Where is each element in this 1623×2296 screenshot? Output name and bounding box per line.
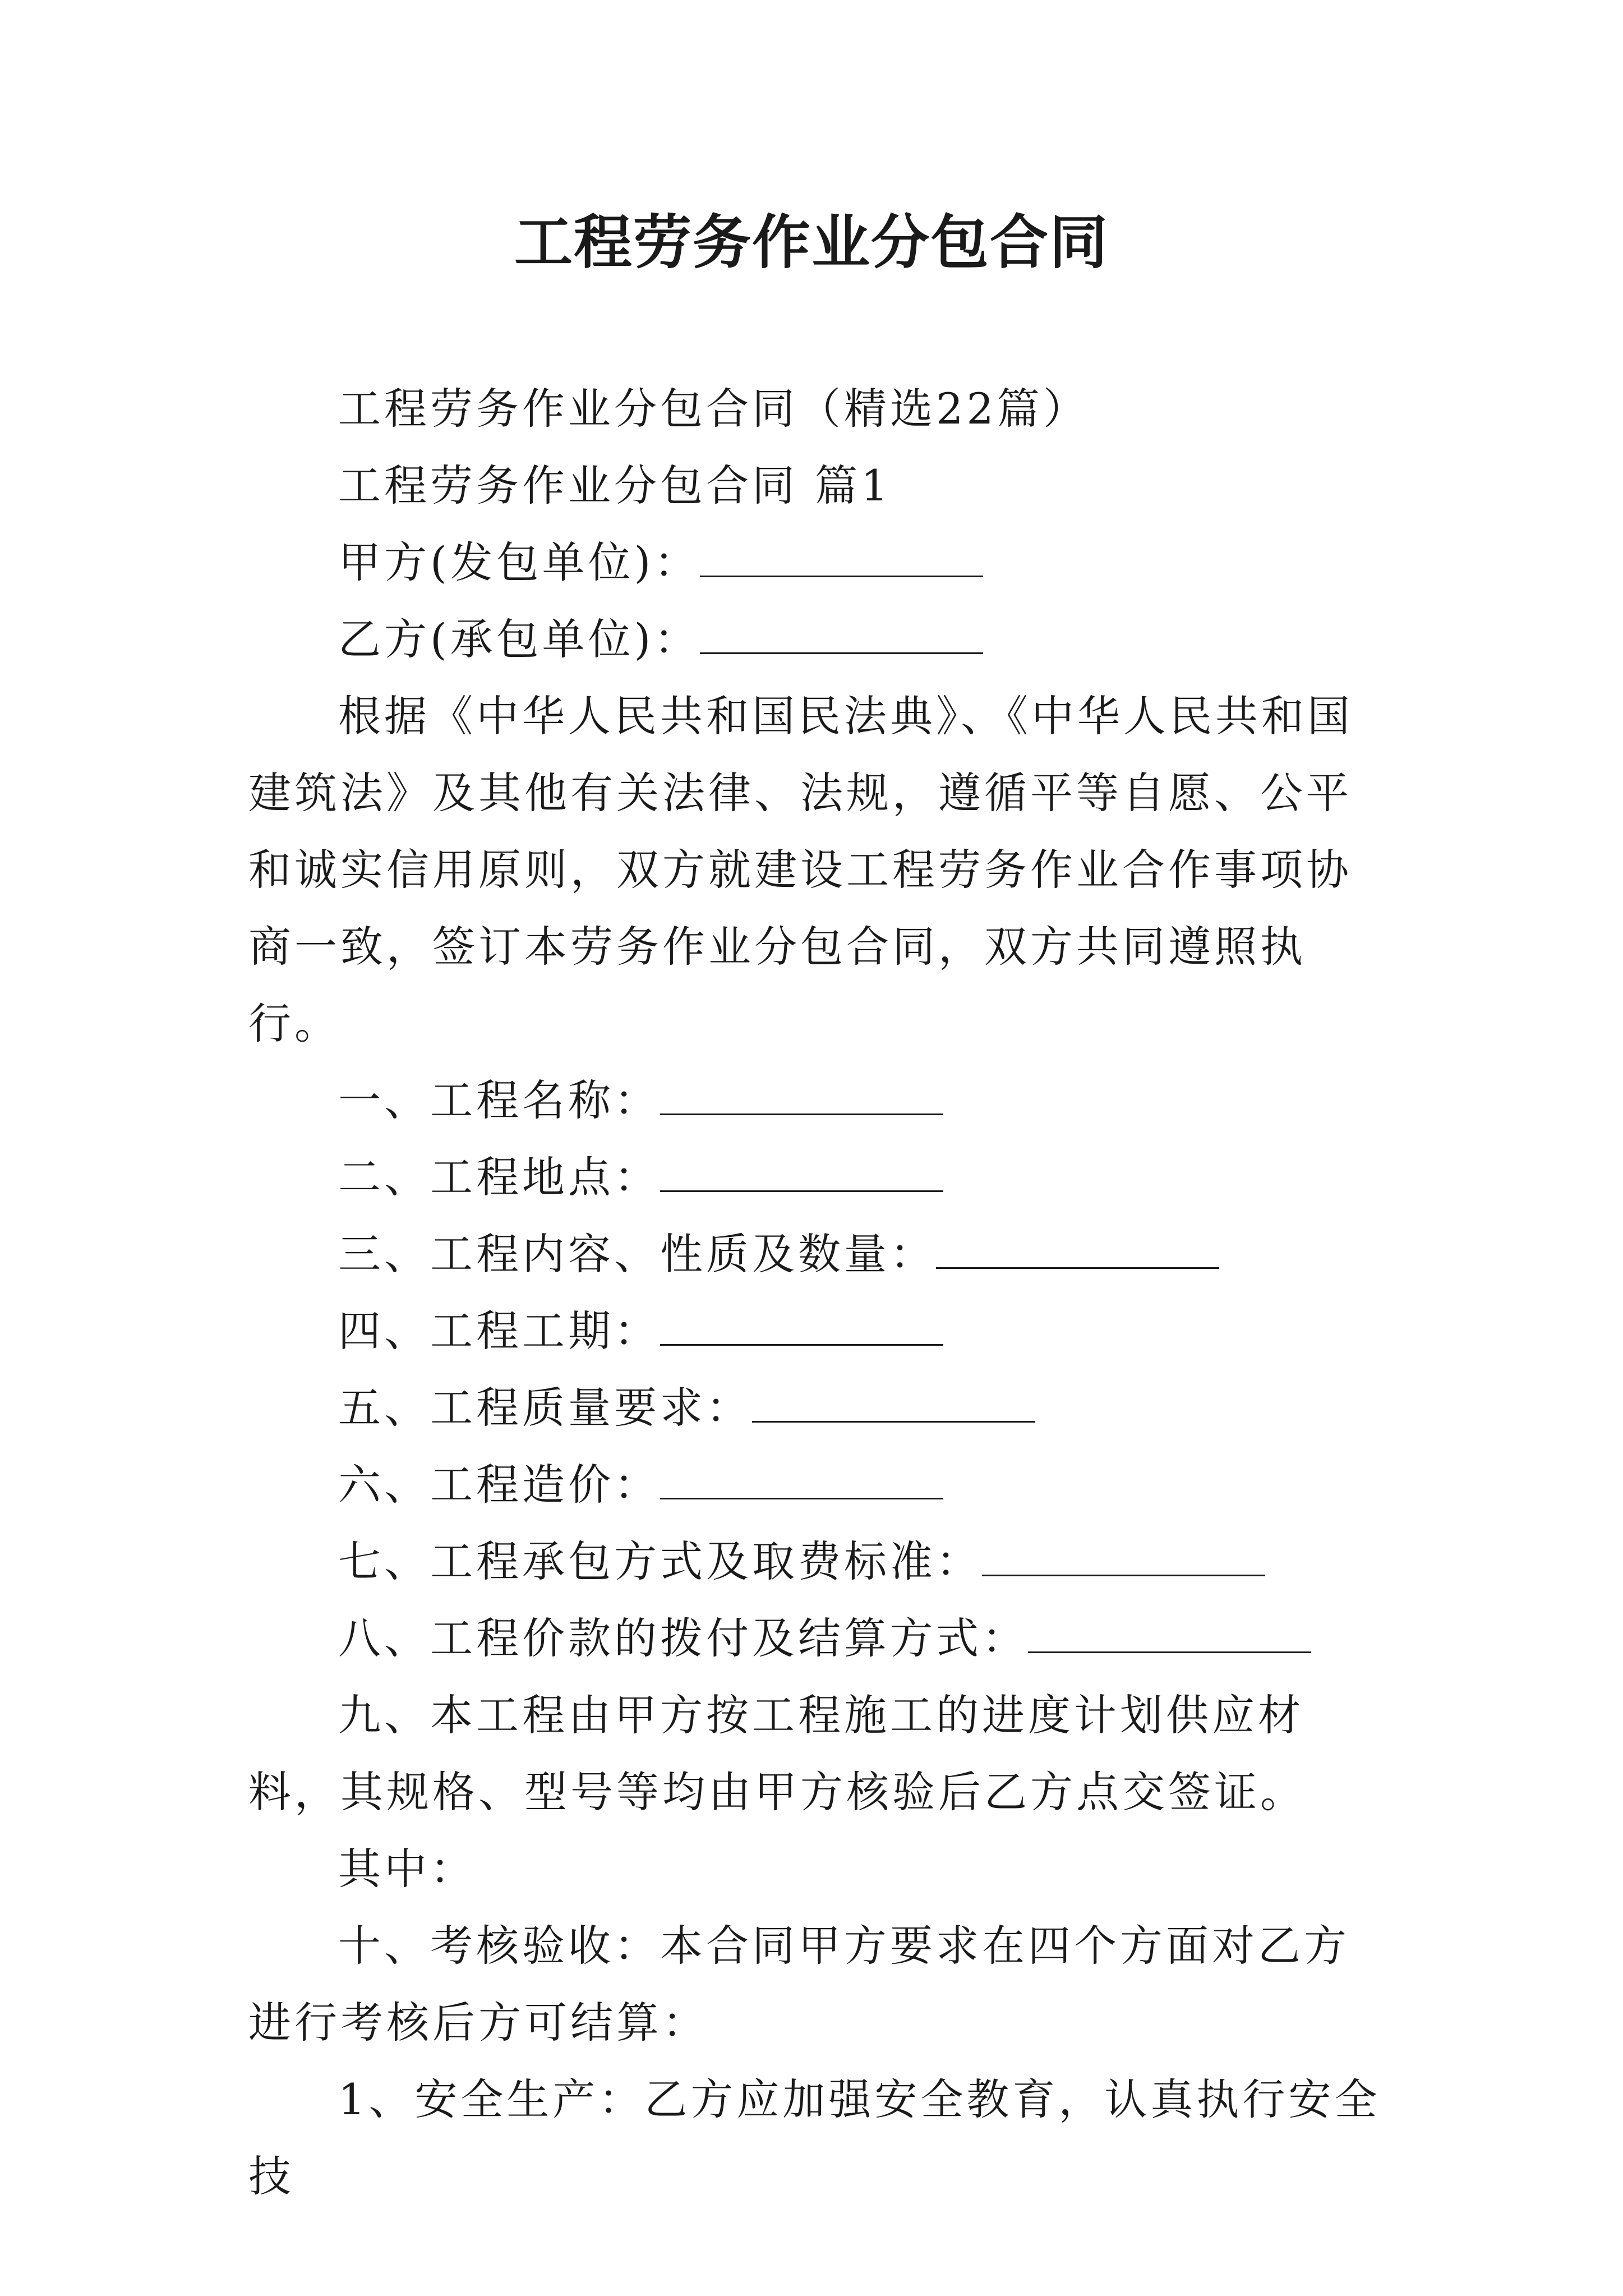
fill-in-blank-line — [982, 1541, 1265, 1576]
paragraph-text: 五、工程质量要求： — [338, 1383, 752, 1433]
paragraph — [248, 601, 1387, 678]
fill-in-blank-line — [700, 619, 983, 654]
paragraph-text: 乙方(承包单位)： — [338, 614, 700, 664]
paragraph-text: 六、工程造价： — [338, 1460, 660, 1510]
fill-in-blank-line — [660, 1157, 943, 1192]
paragraph-text: 二、工程地点： — [338, 1152, 660, 1202]
paragraph — [248, 678, 1387, 1062]
paragraph-text: 七、工程承包方式及取费标准： — [338, 1536, 982, 1586]
paragraph — [248, 447, 1387, 524]
paragraph-text: 工程劳务作业分包合同 篇1 — [338, 461, 892, 510]
paragraph-text: 四、工程工期： — [338, 1306, 660, 1356]
paragraph-text: 八、工程价款的拨付及结算方式： — [338, 1613, 1028, 1663]
paragraph — [248, 2061, 1387, 2215]
paragraph — [248, 1677, 1387, 1830]
fill-in-blank-line — [660, 1310, 943, 1346]
document-title: 工程劳务作业分包合同 — [514, 208, 1109, 277]
paragraph — [248, 370, 1387, 447]
paragraph-text: 三、工程内容、性质及数量： — [338, 1229, 936, 1279]
paragraph-text: 甲方(发包单位)： — [338, 537, 700, 587]
paragraph-text: 工程劳务作业分包合同（精选22篇） — [338, 384, 1089, 434]
paragraph-text: 九、本工程由甲方按工程施工的进度计划供应材料，其规格、型号等均由甲方核验后乙方点交签证。 — [248, 1690, 1306, 1817]
paragraph — [248, 1139, 1387, 1216]
paragraph — [248, 1446, 1387, 1523]
paragraph — [248, 1907, 1387, 2061]
paragraph — [248, 1292, 1387, 1369]
paragraph — [248, 1062, 1387, 1139]
paragraph-text: 十、考核验收：本合同甲方要求在四个方面对乙方进行考核后方可结算： — [248, 1921, 1350, 2047]
fill-in-blank-line — [752, 1387, 1035, 1423]
paragraph — [248, 1830, 1387, 1907]
paragraph — [248, 1369, 1387, 1446]
paragraph — [248, 1216, 1387, 1292]
paragraph-text: 一、工程名称： — [338, 1075, 660, 1125]
paragraph — [248, 1523, 1387, 1600]
paragraph-text: 1、安全生产：乙方应加强安全教育，认真执行安全技 — [248, 2074, 1381, 2201]
paragraph-text: 根据《中华人民共和国民法典》、《中华人民共和国建筑法》及其他有关法律、法规，遵循平等自愿、公平和诚实信用原则，双方就建设工程劳务作业合作事项协商一致，签订本劳务作业分包合同，双方共同遵照执行。 — [248, 691, 1353, 1048]
paragraph — [248, 1600, 1387, 1677]
fill-in-blank-line — [1028, 1618, 1311, 1653]
document-body — [248, 370, 1387, 2215]
fill-in-blank-line — [660, 1080, 943, 1115]
fill-in-blank-line — [936, 1234, 1219, 1269]
fill-in-blank-line — [700, 542, 983, 577]
paragraph — [248, 524, 1387, 601]
paragraph-text: 其中： — [338, 1844, 476, 1894]
fill-in-blank-line — [660, 1464, 943, 1499]
